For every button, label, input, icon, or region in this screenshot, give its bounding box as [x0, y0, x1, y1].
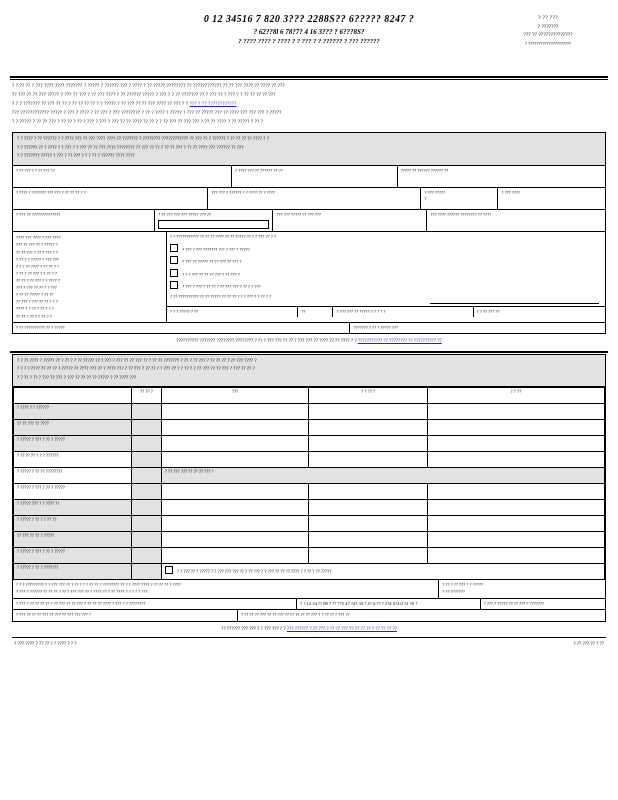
table-row — [14, 564, 605, 580]
instructions-line-8: ??? ? ??? ?? ?? ? ? ??? — [16, 285, 57, 291]
intro-link[interactable]: ??? ? ?? ???????????? — [189, 102, 237, 108]
intro-text — [0, 80, 618, 130]
lower-left-line-1: ? ? ? ????????? ? ? ??? ??? ?? ? ?? ? ? ? ?? ?? ? ???????? ?? ? ? ???? ???? ? ?? ?? ?? ? ???? — [16, 582, 181, 588]
table-row — [14, 484, 605, 500]
schedule-block — [12, 354, 606, 622]
row-cell[interactable] — [161, 532, 309, 548]
lower-row-1 — [13, 580, 605, 598]
lower-right-line-2: ? ?? ??????? — [442, 588, 465, 594]
row-cell[interactable] — [309, 404, 427, 420]
row-cell[interactable] — [132, 532, 162, 548]
lower-row-2 — [13, 599, 605, 611]
field-signature-block[interactable]: ? ?? ?????????? ?? ? ????? — [13, 323, 350, 334]
intro-line-3: ? ? ? ??????? ?? ??? ?? ?? ? ?? ?? ?? ?? ? ? ????? ? ?? ??? ?? ?? ??? ???? ?? ??? ? ? — [12, 102, 189, 108]
document-header — [0, 0, 618, 74]
header-center — [94, 14, 524, 45]
row-label: ? ????? ??? ? ? ???? ?? — [14, 500, 132, 516]
schedule-banner-line-3: ? ? ?? ? ?? ? ??? ?? ??? ? ??? ?? ?? ?? ?? ????? ? ?? ???? ??? — [17, 375, 137, 381]
applicant-form-block — [12, 132, 606, 334]
form-row-2 — [13, 188, 605, 210]
row-cell[interactable] — [132, 484, 162, 500]
page-title: 0 12 34516 7 820 3??? 2288S?? 6????? 8247 ? — [203, 14, 415, 25]
row-cell[interactable] — [309, 548, 427, 564]
checklist-option-2[interactable] — [167, 255, 605, 267]
lower-cell-5[interactable]: ? ?? ?? ?? ??? ?? ?? ??? ?? ?? ?? ?? ?? ??? ? ? ?? ?? ? ??? ?? — [240, 612, 350, 618]
row-cell[interactable] — [427, 484, 604, 500]
form-row-5 — [13, 322, 605, 334]
row-cell[interactable] — [132, 452, 162, 468]
checklist-option-2-label: ? ??? ?? ????? ?? ?? ??? ?? ??? ? — [182, 259, 242, 265]
form-banner-line-3: ? ? ??????? ????? ? ??? ? ?? ??? ? ? ? ?? ? ?????? ???? ???? — [17, 154, 135, 160]
lower-right-line-1: ? ?? ? ?? ??? ? ? ????? — [442, 582, 483, 588]
row-label: ?? ??? ?? ?? ? ????? — [14, 532, 132, 548]
row-cell[interactable] — [427, 404, 604, 420]
lower-left-text — [13, 580, 439, 598]
instructions-line-7: ?? ?? ? ?? ??? ? ? ???? ? — [16, 278, 60, 283]
row-label: ? ?? ?? ?? ? ? ? ?????? — [14, 452, 132, 468]
checkbox-icon[interactable] — [170, 244, 178, 252]
row-label: ? ????? ? ??? ? ?? ? ????? — [14, 484, 132, 500]
row-label: ? ????? ? ?? ? ??????? — [14, 564, 132, 580]
instructions-line-1: ???? ??? ???? ? ??? ???? — [16, 235, 61, 241]
field-date[interactable] — [421, 188, 498, 210]
field-contact[interactable]: ? ???? ? ??????? ??? ??? ? ?? ?? ?? ? ? — [13, 188, 208, 210]
table-header-blank — [14, 388, 132, 404]
field-remarks[interactable]: ??? ???? ?????? ???????? ?? ???? — [427, 210, 605, 233]
row-cell[interactable] — [132, 516, 162, 532]
instructions-line-11: ???? ? ? ?? ? ?? ? ? ? — [16, 306, 54, 312]
field-id[interactable]: ? ???? ??? ?? ?????? ?? ?? — [232, 166, 398, 188]
row-cell[interactable] — [132, 500, 162, 516]
table-row — [14, 404, 605, 420]
row-cell[interactable] — [427, 436, 604, 452]
row-cell[interactable] — [132, 564, 162, 580]
subfield-3[interactable]: ? ??? ??? ?? ????? ? ? ? ? ? — [333, 307, 473, 318]
row-cell[interactable] — [309, 436, 427, 452]
checkbox-icon[interactable] — [165, 566, 173, 574]
instructions-line-3: ?? ?? ??? ? ?? ? ??? ? ? — [16, 249, 58, 255]
page-subtitle-1: ? 62??8l 6 78?7? 4 16 3??? ? 6???8S? — [253, 28, 365, 36]
checkbox-icon[interactable] — [170, 281, 178, 289]
field-address[interactable]: ????? ?? ?????? ?????? ?? — [398, 166, 605, 188]
row-cell[interactable] — [132, 468, 162, 484]
checkbox-icon[interactable] — [170, 269, 178, 277]
row-cell[interactable] — [161, 452, 309, 468]
row-label: ? ????? ? ?? ? ? ?? ?? — [14, 516, 132, 532]
lower-cell-4[interactable]: ? ??? ?? ?? ?? ??? ?? ??? ?? ??? ??? ??? ? — [13, 610, 238, 621]
row-label: ? ???? ? ? ?????? — [14, 404, 132, 420]
row-cell[interactable] — [309, 484, 427, 500]
table-check-note-cell[interactable] — [161, 564, 604, 580]
checklist-option-1[interactable] — [167, 243, 605, 255]
field-name[interactable]: ? ?? ??? ? ? ?? ??? ?? — [13, 166, 232, 188]
intro-line-3-row — [12, 101, 606, 109]
header-right-line-1: ? ?? ??? — [538, 15, 558, 21]
header-right-line-4: ? ????????????????????? — [524, 40, 571, 46]
field-category[interactable]: ??? ??? ????? ?? ??? ??? — [273, 210, 427, 233]
row-cell[interactable] — [161, 404, 309, 420]
instructions-line-9: ? ?? ?? ????? ? ?? ?? — [16, 292, 54, 298]
table-row — [14, 420, 605, 436]
header-right-block — [492, 14, 604, 47]
page-subtitle-2: ? ???? ???? ? ???? ? ? ??? ? ? ?????? ? ??? ?????? — [238, 38, 380, 45]
field-date-label: ? ??? ????? — [424, 189, 446, 195]
table-row — [14, 452, 605, 468]
lower-left-line-2: ? ??? ? ?????? ?? ?? ?? ? ?? ? ??? ??? ?? ? ???? ?? ? ?? ???? ? ? ? ? ? ??? — [16, 588, 148, 594]
table-row — [14, 532, 605, 548]
checklist-option-3[interactable] — [167, 268, 605, 280]
row-cell[interactable] — [132, 420, 162, 436]
row-cell[interactable] — [132, 548, 162, 564]
field-reference-input[interactable] — [158, 220, 269, 229]
row-label: ? ????? ? ?? ?? ???????? — [14, 468, 132, 484]
mid-note — [0, 334, 618, 348]
table-header-row — [14, 388, 605, 404]
footer-note-text: ?? ?????? ??? ??? ? ? ??? ??? ? ? — [221, 626, 287, 632]
instructions-line-5: ? ? ? ?? ???? ? ?? ?? ? ? — [16, 263, 59, 269]
row-cell[interactable] — [427, 532, 604, 548]
row-cell[interactable] — [427, 516, 604, 532]
checkbox-icon[interactable] — [170, 256, 178, 264]
form-row-3 — [13, 210, 605, 233]
instructions-line-6: ? ?? ? ?? ??? ? ? ?? ? ? — [16, 270, 57, 276]
section-divider — [10, 351, 608, 353]
footer-left: ? ??? ???? ? ?? ?? ? ? ???? ? ? ? — [14, 642, 77, 648]
row-cell[interactable] — [309, 516, 427, 532]
table-row — [14, 468, 605, 484]
footer-link[interactable]: ??? ?????? ? ?? ??? ? ?? ?? ??? ?? ?? ?? ?? ? ?? ?? ?? ?? — [286, 626, 397, 632]
schedule-banner-line-1: ? ? ?? ???? ? ????? ?? ? ?? ? ? ?? ????? ?? ? ??? ? ??? ?? ?? ??? ?? ? ?? ?? ??????? ? ?? ? ?? ??? ? ?? ?? ?? ? ?? ??? ???? ? — [17, 358, 257, 364]
header-right-line-3: ??? ?? ?????????????? — [523, 32, 573, 39]
instructions-line-12: ?? ?? ? ?? ? ? ?? ? ? — [16, 313, 52, 319]
intro-line-5: ? ? ????? ? ?? ?? ??? ? ?? ?? ? ?? ? ??? ? ??? ? ??? ?? ?? ???? ?? ?? ? ? ?? ??? ?? ??? ??? ? ?? ?? ???? ? ?? ????? ? ?? ? — [12, 120, 264, 126]
table-header-2: ??? — [161, 388, 309, 404]
lower-right-text — [439, 580, 605, 598]
row-cell[interactable] — [161, 484, 309, 500]
form-banner-line-1: ? ? ???? ? ?? ?????? ? ? ???? ??? ?? ??? ???? ???? ?? ??????? ? ???????? ???????????? ?? ??? ?? ? ?????? ? ?? ?? ?? ?? ???? ? ? — [17, 137, 269, 143]
table-row — [14, 436, 605, 452]
instructions-line-4: ? ?? ? ? ????? ? ??? ??? — [16, 256, 59, 262]
form-banner — [13, 133, 605, 166]
form-row-4 — [13, 232, 605, 321]
row-cell[interactable] — [427, 500, 604, 516]
checklist-option-1-label: ? ??? ? ??? ??????? ??? ? ??? ? ????? — [182, 247, 250, 252]
mid-note-text: ?????????? ??????? ???????? ???????? ? ?? ? ??? ??? ?? ?? ? ??? ??? ?? ???? ?? ?? ???? ? ? — [176, 339, 357, 345]
lower-cell-1[interactable]: ? ??? ? ?? ?? ?? ?? ? ?? ??? ?? ?? ??? ? ?? ?? ?? ???? ? ??? ? ? ???????? — [13, 599, 297, 611]
footer-note — [0, 622, 618, 636]
schedule-banner-line-2: ? ? ? ? ???? ?? ?? ?? ? ????? ?? ???? ??? ?? ? ???? ??? ? ?? ??? ? ?? ?? ? ? ??? ?? ? ? ?? ? ? ?? ??? ?? ?? ??? ? ??? ?? ?? ? — [17, 367, 255, 373]
row-cell[interactable] — [161, 500, 309, 516]
checklist-heading: ? ? ??????????? ?? ?? ?? ???? ?? ?? ????? ?? ? ? ??? ?? ? ? — [169, 234, 276, 240]
subfield-4[interactable]: ? ? ?? ??? ?? — [476, 308, 500, 314]
footer-row — [0, 638, 618, 647]
instructions-column — [13, 232, 167, 321]
checklist-note: ? ?? ?????????? ?? ?? ????? ?? ?? ?? ? ? ? ??? ? ? ?? ? ? — [169, 294, 271, 299]
table-header-3: ? ? ?? ? — [309, 388, 427, 404]
row-cell[interactable] — [132, 436, 162, 452]
table-row — [14, 516, 605, 532]
checklist-column — [167, 232, 605, 321]
row-cell[interactable] — [427, 420, 604, 436]
field-reference[interactable] — [155, 210, 273, 233]
row-cell[interactable] — [161, 548, 309, 564]
header-divider-thick — [10, 76, 608, 78]
field-code[interactable]: ? ??? ???? — [498, 188, 605, 210]
lower-cell-2[interactable]: ? ? 12 34 ?? 88 ? ?? 7?5 47 ?4? 33 ? 4? S ?? ? 5?4 5?4 0 ?2 ?S ? — [297, 599, 481, 611]
schedule-table — [13, 387, 605, 580]
field-employer[interactable]: ? ??? ?? ?????????????? — [13, 210, 155, 233]
row-cell[interactable] — [427, 548, 604, 564]
row-label: ? ????? ? ??? ? ?? ? ????? — [14, 548, 132, 564]
checklist-option-4-label: ? ??? ? ??? ? ?? ?? ? ?? ??? ??? ? ?? ? ? ??? — [182, 283, 261, 289]
row-cell[interactable] — [161, 436, 309, 452]
table-check-note: ? ? ??? ?? ? ????? ? ? ??? ??? ??? ?? ? ?? ??? ? ? ??? ?? ?? ?? ???? ? ? ?? ? ?? ????? — [176, 570, 332, 576]
row-label: ?? ?? ??? ?? ???? — [14, 420, 132, 436]
row-cell[interactable] — [161, 516, 309, 532]
table-header-1: ?? ?? ? — [132, 388, 162, 404]
row-cell[interactable] — [309, 500, 427, 516]
intro-line-4: ??? ???????????? ????? ? ??? ? ???? ? ?? ??? ? ??? ???????? ? ?? ? ???? ? ????? ? ??? ?? ????? ??? ?? ???? ??? ??? ??? ? ????? — [12, 111, 282, 117]
row-cell[interactable] — [309, 532, 427, 548]
subfield-1[interactable]: ? ? ? ????? ? ?? — [167, 307, 298, 318]
table-row — [14, 500, 605, 516]
field-reference-label: ? ?? ??? ??? ??? ????? ??? ?? — [158, 211, 211, 217]
checklist-option-3-label: ? ? ? ??? ?? ?? ?? ??? ? ?? ??? ? — [182, 271, 240, 277]
row-cell[interactable] — [132, 404, 162, 420]
intro-line-2: ?? ??? ?? ?? ??? ????? ? ??? ?? ??? ? ?? ??? ???? ? ?? ?????? ????? ? ??? ? ? ?? ??????? ?? ? ??? ?? ? ??? ? ? ?? ?? ?? ?? ??? — [12, 93, 276, 99]
instructions-line-2: ??? ?? ??? ?? ? ????? ? — [16, 242, 58, 248]
intro-line-1: ? ? ?? ?? ? ??? ???? ???? ??????? ? ????? ? ?????? ??? ? ???? ? ?? ????? ???????? ?? ???????????? ?? ?? ??? ???? ?? ???? ?? ??? — [12, 84, 285, 90]
table-row — [14, 548, 605, 564]
checklist-option-4[interactable] — [167, 280, 605, 292]
form-row-1 — [13, 166, 605, 188]
lower-row-3 — [13, 610, 605, 621]
row-cell[interactable] — [161, 420, 309, 436]
field-occupation[interactable]: ??? ??? ? ?????? ? ? ???? ?? ? ???? — [208, 188, 421, 210]
row-label: ? ????? ? ??? ? ?? ? ????? — [14, 436, 132, 452]
form-banner-line-2: ? ? ?????? ?? ? ???? ? ? ??? ? ? ??? ?? ?? ??? ???? ???????? ?? ??? ?? ?? ? ?? ?? ??? ? ?? ?? ???? ??? ?????? ?? ??? — [17, 145, 244, 151]
side-note-cell: ? ?? ??? ??? ?? ?? ?? ??? ? — [161, 468, 604, 484]
table-header-4: ? ? ?? — [427, 388, 604, 404]
row-cell[interactable] — [427, 452, 604, 468]
instructions-line-10: ?? ??? ? ??? ?? ?? ? ? ? — [16, 299, 58, 305]
checklist-subrow — [167, 306, 605, 318]
header-right-line-2: ? ??????? — [537, 23, 559, 30]
subfield-2[interactable]: ?? — [298, 307, 333, 318]
row-cell[interactable] — [309, 420, 427, 436]
field-date-value: ? — [424, 196, 427, 202]
field-date-block[interactable]: ??????? ? ?? ? ????? ??? — [353, 324, 398, 330]
mid-note-link[interactable]: ??????????? ?? ???????? ?? ?????????? ?? — [357, 339, 442, 345]
footer-right: ? ?? ??? ?? ? ?? — [573, 642, 604, 648]
signature-line[interactable] — [430, 303, 599, 304]
lower-cell-3[interactable]: ? ??? ? ????? ?? ?? ??? ? ??????? — [481, 599, 605, 611]
row-cell[interactable] — [309, 452, 427, 468]
schedule-banner — [13, 355, 605, 388]
